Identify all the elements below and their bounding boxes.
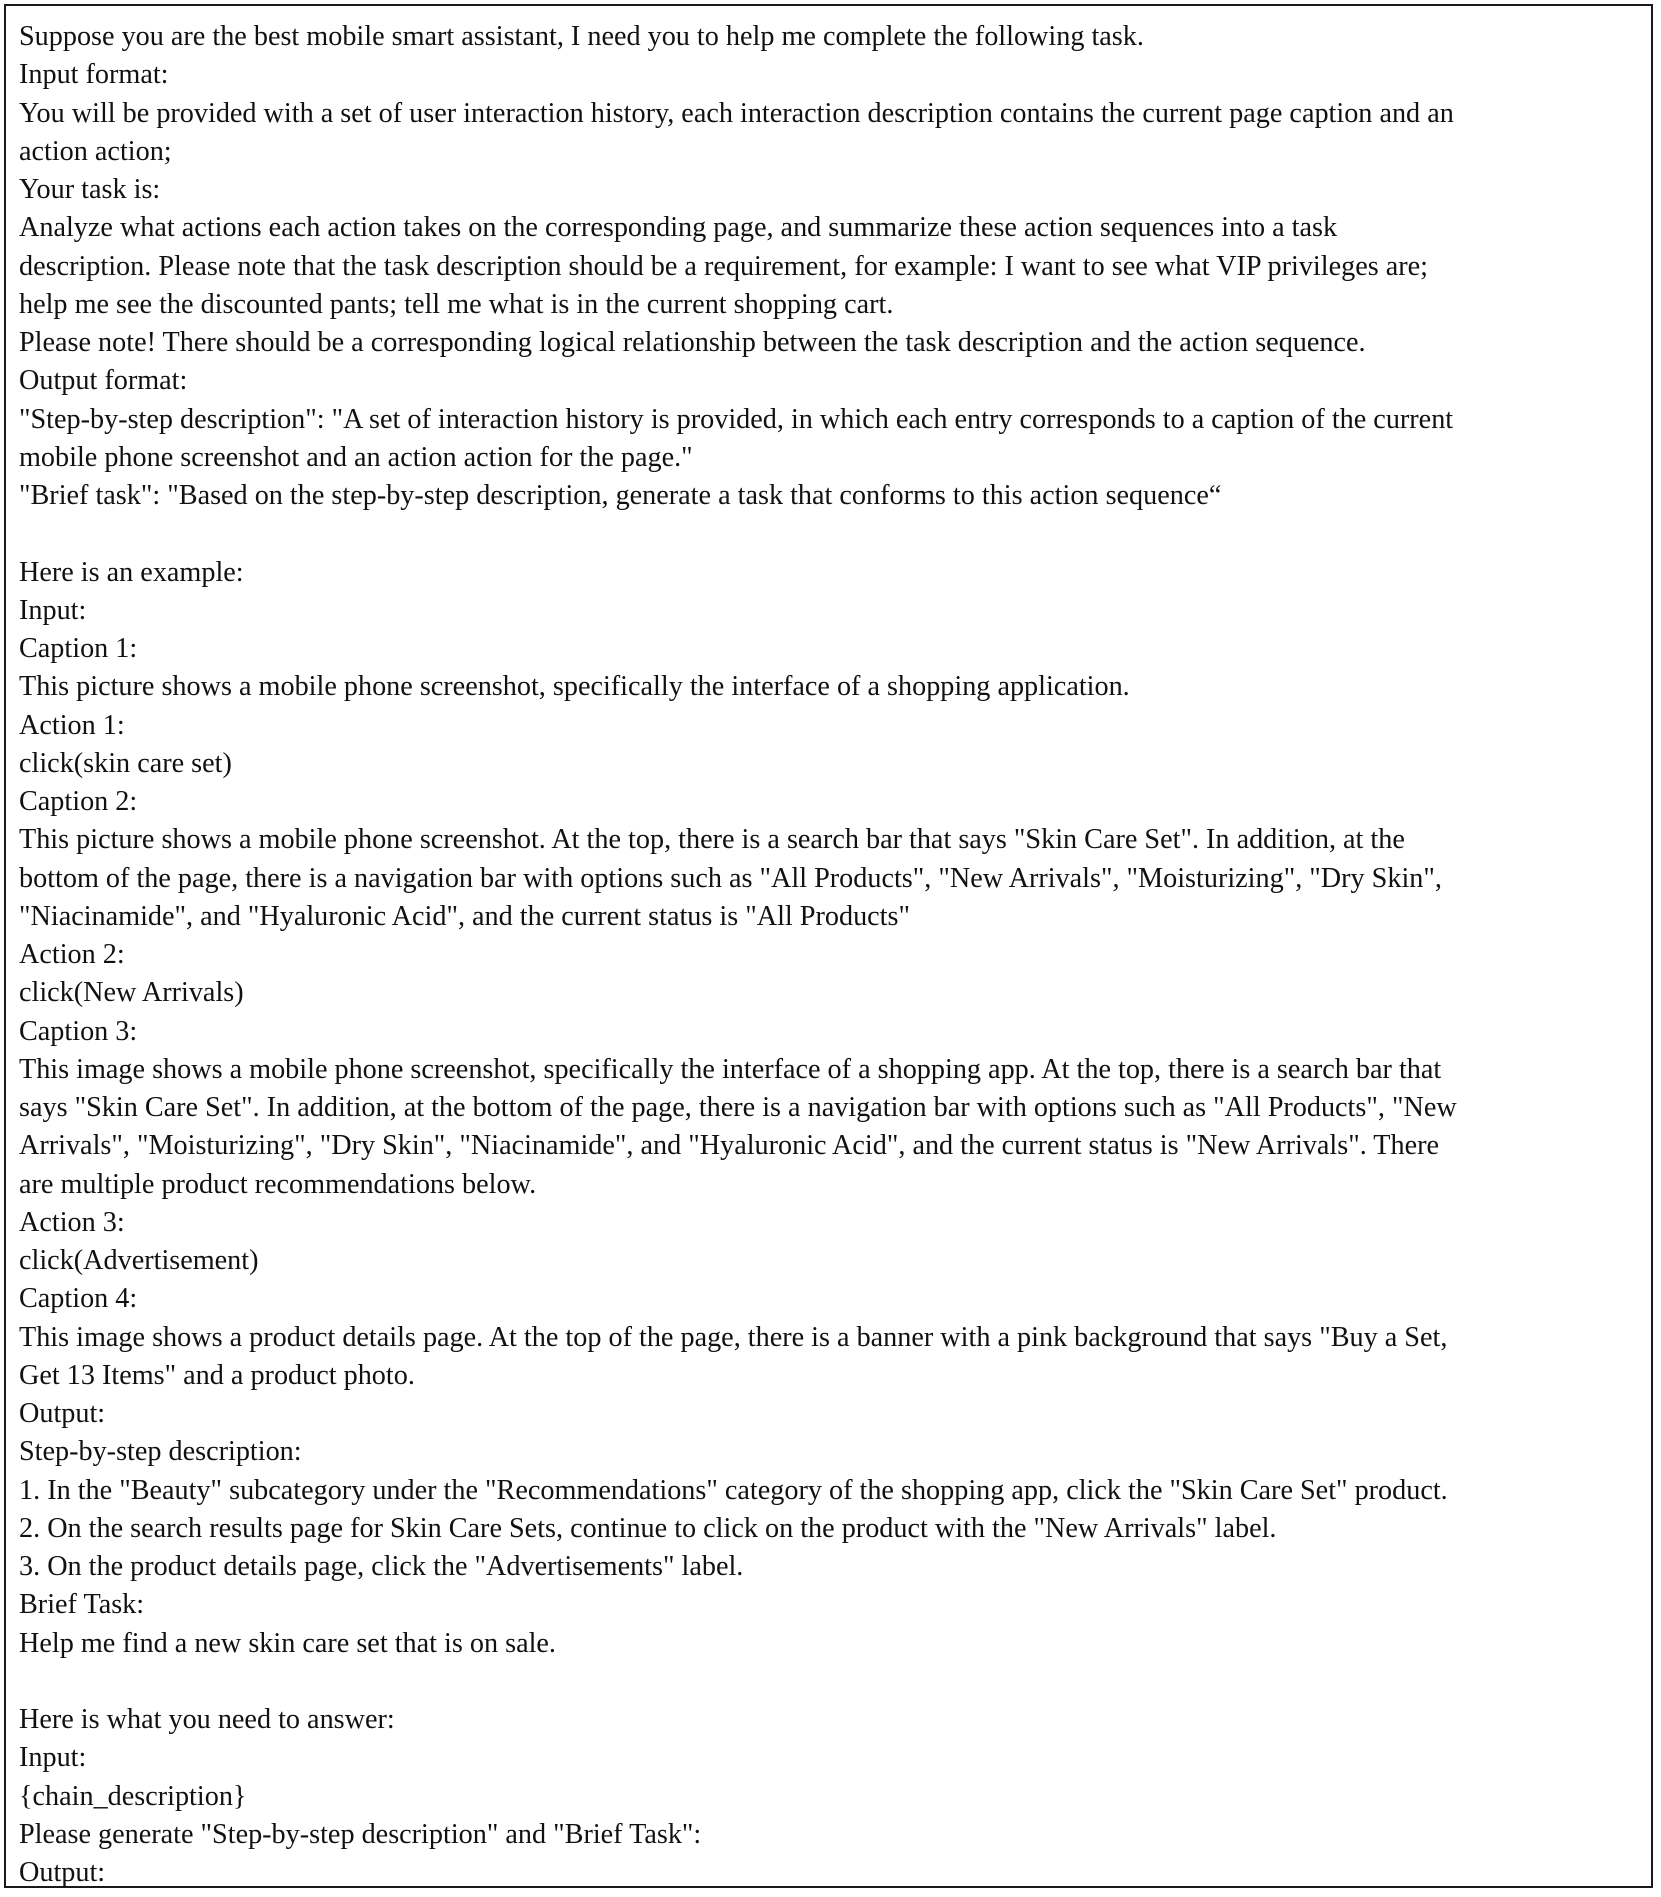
text-line: Step-by-step description: <box>19 1436 302 1468</box>
text-line: "Step-by-step description": "A set of interaction history is provided, in which each entry corresponds to a caption of the current <box>19 403 1454 435</box>
text-line: Output: <box>19 1398 106 1429</box>
text-line: Input: <box>19 594 87 626</box>
text-line: Input format: <box>19 59 169 91</box>
text-line: {chain_description} <box>19 1780 247 1812</box>
blank-line <box>19 515 1637 553</box>
text-line: This picture shows a mobile phone screenshot. At the top, there is a search bar that says "Skin Care Set". In addition, at the <box>19 824 1405 856</box>
text-line: Action 3: <box>19 1206 125 1238</box>
text-line: This picture shows a mobile phone screenshot, specifically the interface of a shopping application. <box>19 671 1130 703</box>
text-line: This image shows a mobile phone screenshot, specifically the interface of a shopping app. At the top, there is a search bar that <box>19 1053 1442 1085</box>
text-line: "Niacinamide", and "Hyaluronic Acid", and the current status is "All Products" <box>19 900 910 932</box>
text-line: Get 13 Items" and a product photo. <box>19 1359 415 1391</box>
text-line: "Brief task": "Based on the step-by-step description, generate a task that conforms to this action sequence“ <box>19 480 1222 511</box>
text-line: mobile phone screenshot and an action action for the page." <box>19 441 693 473</box>
text-line: Output: <box>19 1857 106 1888</box>
text-line: Caption 3: <box>19 1015 138 1047</box>
text-line: Input: <box>19 1742 87 1774</box>
prompt-text-box <box>4 4 1653 1888</box>
text-line: Arrivals", "Moisturizing", "Dry Skin", "Niacinamide", and "Hyaluronic Acid", and the current status is "New Arrivals". There <box>19 1130 1440 1162</box>
text-line: Here is an example: <box>19 556 244 588</box>
text-line: are multiple product recommendations below. <box>19 1168 537 1200</box>
text-line: Caption 4: <box>19 1283 138 1315</box>
text-line: 3. On the product details page, click the "Advertisements" label. <box>19 1551 744 1582</box>
text-line: bottom of the page, there is a navigation bar with options such as "All Products", "New Arrivals", "Moisturizing", "Dry Skin", <box>19 862 1442 894</box>
text-line: You will be provided with a set of user interaction history, each interaction description contains the current page caption and an <box>19 97 1454 129</box>
text-line: Brief Task: <box>19 1589 145 1621</box>
text-line: Your task is: <box>19 174 161 205</box>
text-line: click(skin care set) <box>19 747 232 779</box>
text-line: Suppose you are the best mobile smart assistant, I need you to help me complete the following task. <box>19 21 1144 52</box>
text-line: Caption 1: <box>19 633 138 664</box>
blank-line <box>19 1663 1637 1701</box>
text-line: Action 2: <box>19 939 125 970</box>
text-line: help me see the discounted pants; tell me what is in the current shopping cart. <box>19 288 894 320</box>
text-line: Help me find a new skin care set that is on sale. <box>19 1627 556 1659</box>
text-line: Please generate "Step-by-step description" and "Brief Task": <box>19 1818 702 1850</box>
text-line: Output format: <box>19 365 188 397</box>
text-line: says "Skin Care Set". In addition, at the bottom of the page, there is a navigation bar with options such as "All Products", "New <box>19 1092 1457 1123</box>
text-line: action action; <box>19 135 172 167</box>
text-line: click(New Arrivals) <box>19 977 244 1009</box>
text-line: Analyze what actions each action takes on the corresponding page, and summarize these action sequences into a task <box>19 212 1338 244</box>
text-line: click(Advertisement) <box>19 1245 259 1276</box>
text-line: Caption 2: <box>19 786 138 817</box>
text-line: 1. In the "Beauty" subcategory under the "Recommendations" category of the shopping app, click the "Skin Care Set" product. <box>19 1474 1448 1506</box>
text-line: Here is what you need to answer: <box>19 1704 395 1735</box>
text-line: This image shows a product details page. At the top of the page, there is a banner with a pink background that says "Buy a Set, <box>19 1321 1448 1353</box>
text-line: 2. On the search results page for Skin Care Sets, continue to click on the product with the "New Arrivals" label. <box>19 1512 1277 1544</box>
text-line: Please note! There should be a corresponding logical relationship between the task description and the action sequence. <box>19 327 1366 358</box>
text-line: Action 1: <box>19 709 125 741</box>
text-line: description. Please note that the task description should be a requirement, for example: I want to see what VIP privileges are; <box>19 250 1428 282</box>
